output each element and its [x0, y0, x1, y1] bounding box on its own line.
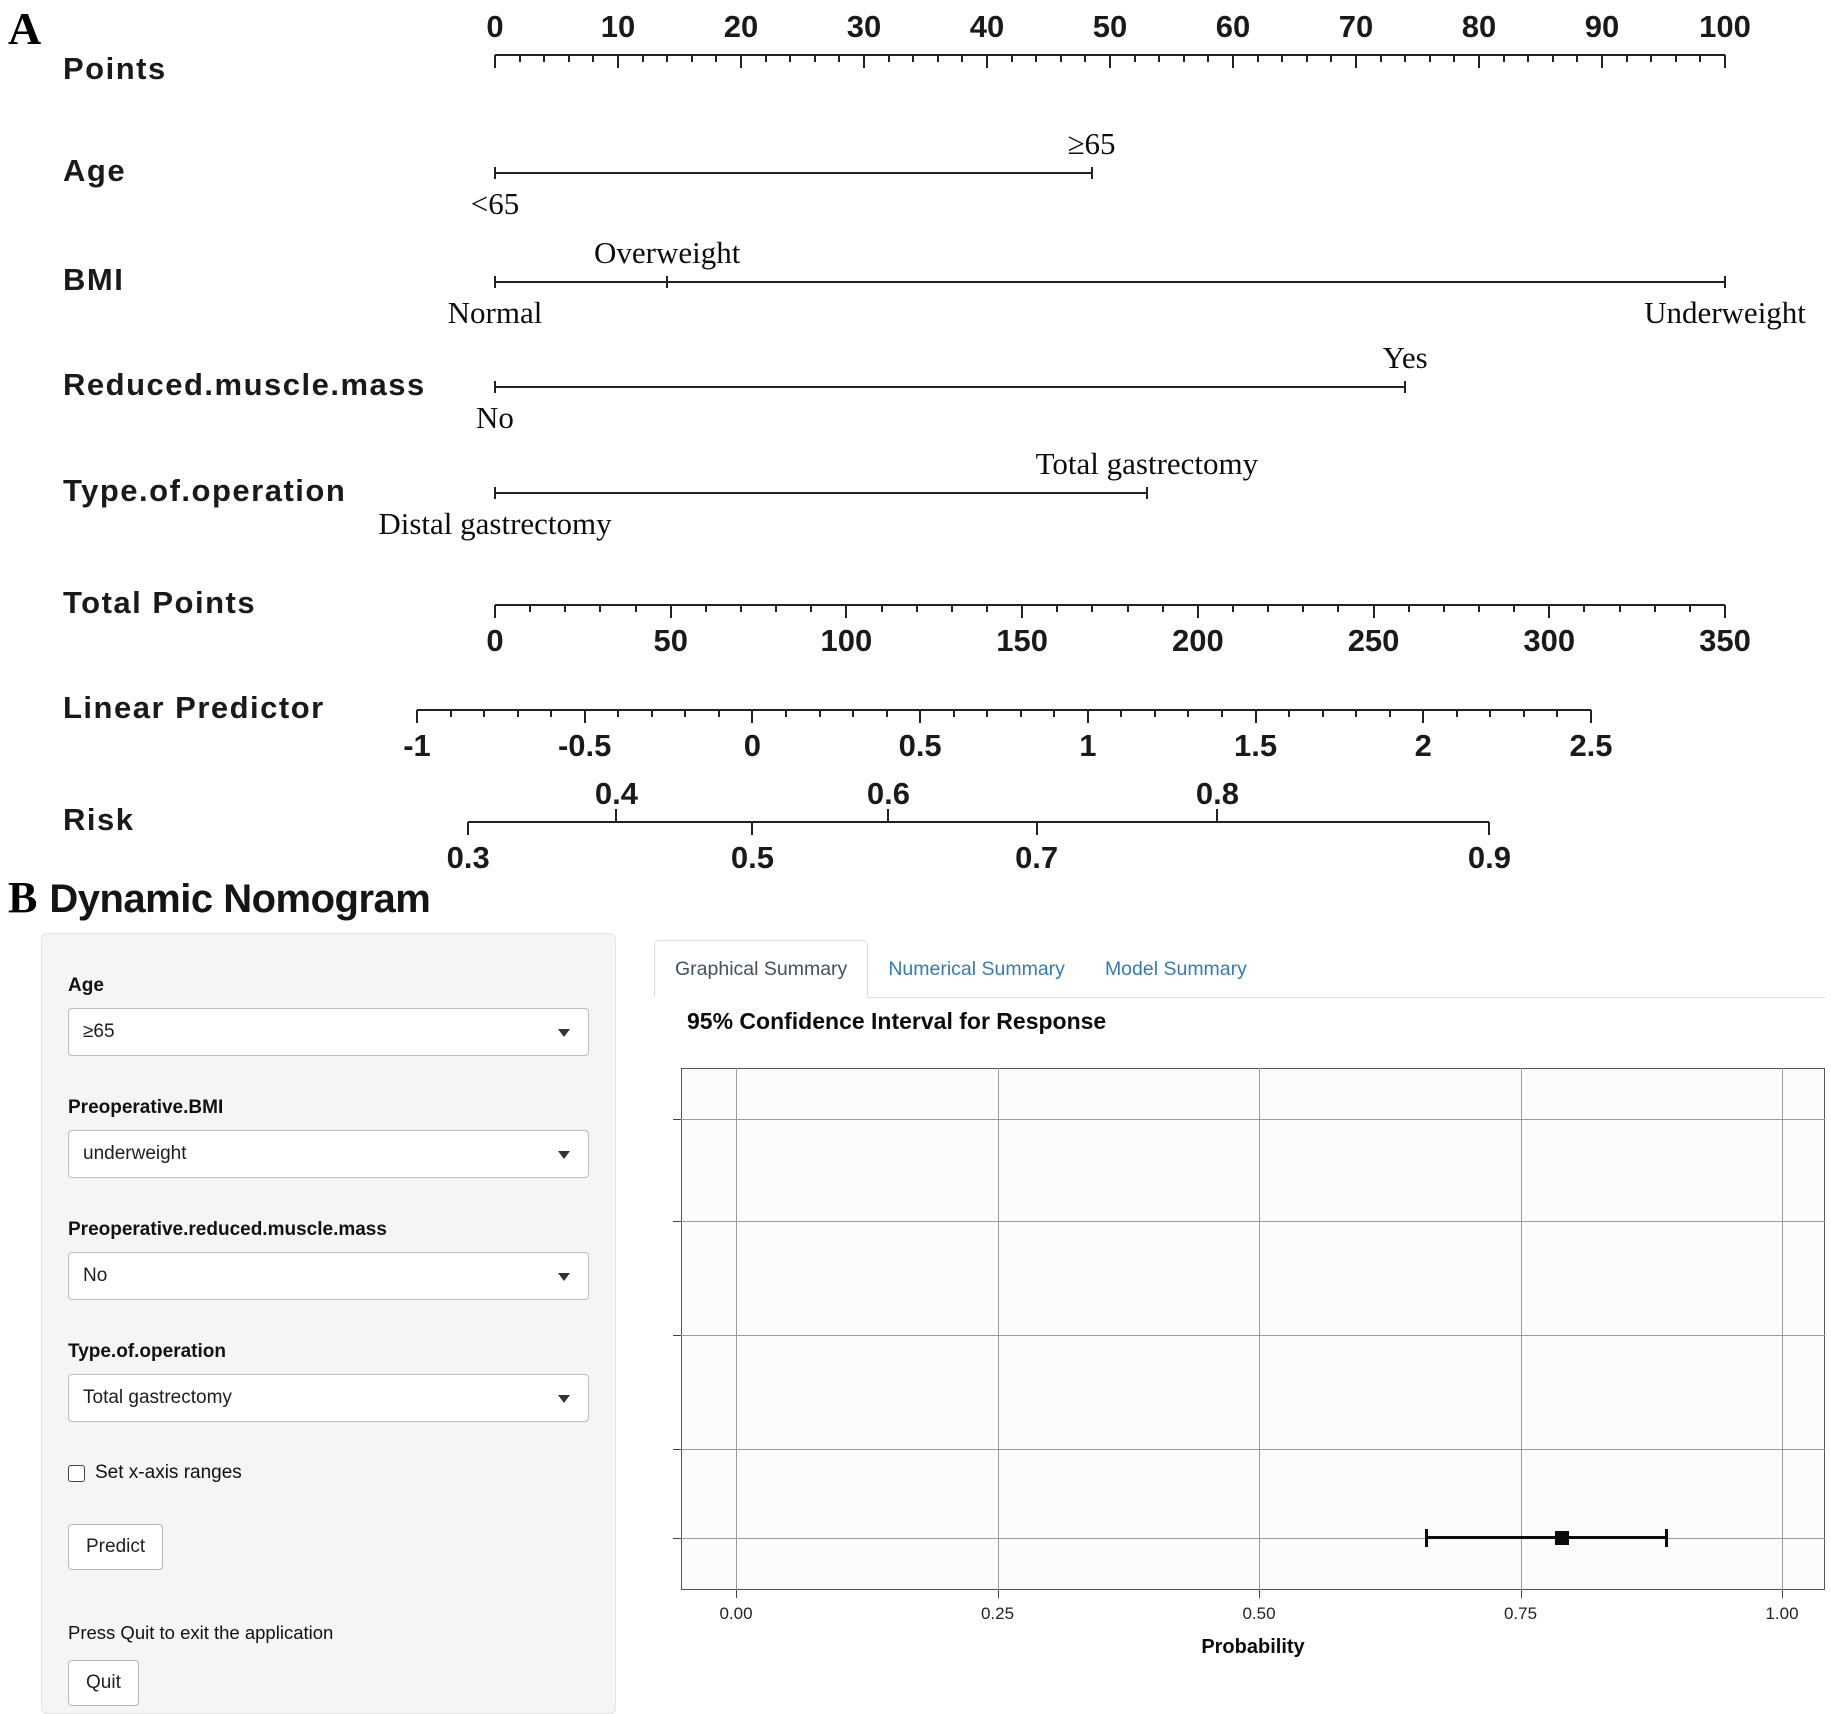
- nomogram-tick-label: 0.3: [446, 840, 490, 875]
- reduced-muscle-mass-label: Preoperative.reduced.muscle.mass: [68, 1219, 387, 1240]
- type-of-operation-select-value: Total gastrectomy: [83, 1387, 232, 1408]
- nomogram-tick-label: 150: [996, 623, 1048, 658]
- panel-b-label: B: [8, 873, 38, 922]
- nomogram-category-label: ≥65: [1067, 126, 1116, 161]
- set-x-axis-ranges-label: Set x-axis ranges: [95, 1462, 242, 1483]
- x-axis-tick: [736, 1590, 737, 1598]
- nomogram-tick-label: 100: [820, 623, 873, 658]
- gridline-vertical: [1259, 1068, 1260, 1590]
- x-tick-label: 0.75: [1503, 1604, 1538, 1623]
- plot-area: [681, 1068, 1825, 1590]
- ci-cap: [1665, 1529, 1668, 1547]
- ci-plot-title: 95% Confidence Interval for Response: [687, 1008, 1107, 1034]
- nomogram-tick-label: 200: [1171, 623, 1224, 658]
- preoperative-bmi-label: Preoperative.BMI: [68, 1097, 224, 1118]
- nomogram-tick-label: 90: [1584, 9, 1620, 44]
- ci-line: [1426, 1536, 1667, 1539]
- gridline-horizontal: [681, 1335, 1825, 1336]
- y-axis-tick: [673, 1335, 681, 1336]
- nomogram-tick-label: 250: [1347, 623, 1400, 658]
- nomogram-tick-label: 0.5: [730, 840, 774, 875]
- panel-a-label: A: [8, 3, 42, 54]
- nomogram-tick-label: 50: [1092, 9, 1128, 44]
- x-axis-title: Probability: [1201, 1636, 1305, 1658]
- nomogram-tick-label: 0: [486, 9, 504, 44]
- x-tick-label: 0.00: [719, 1604, 753, 1623]
- predict-button[interactable]: Predict: [68, 1524, 163, 1570]
- gridline-horizontal: [681, 1449, 1825, 1450]
- age-label: Age: [68, 975, 104, 996]
- y-axis-tick: [673, 1538, 681, 1539]
- x-axis-tick: [998, 1590, 999, 1598]
- y-axis-tick: [673, 1221, 681, 1222]
- nomogram-tick-label: 350: [1699, 623, 1751, 658]
- y-axis-tick: [673, 1449, 681, 1450]
- x-axis-tick: [1782, 1590, 1783, 1598]
- nomogram-tick-label: 1.5: [1234, 728, 1278, 763]
- x-axis-tick: [1259, 1590, 1260, 1598]
- preoperative-bmi-select-value: underweight: [83, 1143, 187, 1164]
- nomogram-category-label: Distal gastrectomy: [378, 506, 612, 541]
- quit-button[interactable]: Quit: [68, 1660, 139, 1706]
- x-axis-tick: [1521, 1590, 1522, 1598]
- nomogram-row-label: Points: [63, 51, 167, 86]
- gridline-vertical: [1521, 1068, 1522, 1590]
- nomogram-category-label: Yes: [1382, 340, 1428, 375]
- gridline-vertical: [998, 1068, 999, 1590]
- nomogram-category-label: Underweight: [1644, 295, 1806, 330]
- tab-model-summary[interactable]: Model Summary: [1104, 958, 1247, 980]
- nomogram-tick-label: 0.8: [1195, 776, 1239, 811]
- nomogram-tick-label: 20: [723, 9, 759, 44]
- nomogram-tick-label: 2.5: [1569, 728, 1613, 763]
- nomogram-row-label: Linear Predictor: [63, 690, 325, 725]
- nomogram-tick-label: 0: [486, 623, 504, 658]
- reduced-muscle-mass-select-value: No: [83, 1265, 108, 1286]
- gridline-vertical: [736, 1068, 737, 1590]
- nomogram-row-label: BMI: [63, 262, 125, 297]
- nomogram-tick-label: 70: [1338, 9, 1374, 44]
- gridline-horizontal: [681, 1221, 1825, 1222]
- gridline-horizontal: [681, 1119, 1825, 1120]
- nomogram-tick-label: 50: [653, 623, 688, 658]
- nomogram-row-label: Reduced.muscle.mass: [63, 367, 426, 402]
- nomogram-tick-label: 0.5: [898, 728, 942, 763]
- nomogram-category-label: Overweight: [594, 235, 741, 270]
- nomogram-tick-label: 0.9: [1467, 840, 1511, 875]
- nomogram-row-label: Age: [63, 153, 127, 188]
- x-tick-label: 0.25: [980, 1604, 1015, 1623]
- nomogram-tick-label: 10: [600, 9, 636, 44]
- age-select-value: ≥65: [83, 1021, 115, 1042]
- nomogram-tick-label: 40: [969, 9, 1005, 44]
- nomogram-tick-label: 30: [846, 9, 882, 44]
- tab-graphical-summary[interactable]: Graphical Summary: [654, 940, 868, 998]
- nomogram-category-label: No: [476, 400, 514, 435]
- quit-help-text: Press Quit to exit the application: [68, 1622, 334, 1643]
- nomogram-row-label: Total Points: [63, 585, 257, 620]
- nomogram-tick-label: 0.4: [594, 776, 638, 811]
- x-tick-label: 1.00: [1765, 1604, 1799, 1623]
- nomogram-tick-label: 0.7: [1015, 840, 1059, 875]
- nomogram-tick-label: 60: [1215, 9, 1251, 44]
- ci-point-estimate: [1555, 1531, 1569, 1545]
- nomogram-tick-label: 0.6: [866, 776, 910, 811]
- ci-cap: [1425, 1529, 1428, 1547]
- nomogram-tick-label: 100: [1699, 9, 1751, 44]
- nomogram-tick-label: 2: [1414, 728, 1432, 763]
- nomogram-tick-label: 1: [1079, 728, 1097, 763]
- y-axis-tick: [673, 1119, 681, 1120]
- nomogram-row-label: Type.of.operation: [63, 473, 347, 508]
- nomogram-tick-label: -0.5: [557, 728, 612, 763]
- gridline-vertical: [1782, 1068, 1783, 1590]
- nomogram-tick-label: 300: [1523, 623, 1576, 658]
- tab-numerical-summary[interactable]: Numerical Summary: [888, 958, 1065, 980]
- nomogram-category-label: Total gastrectomy: [1035, 446, 1259, 481]
- nomogram-tick-label: 80: [1461, 9, 1497, 44]
- nomogram-category-label: <65: [470, 186, 520, 221]
- nomogram-category-label: Normal: [447, 295, 543, 330]
- nomogram-row-label: Risk: [63, 802, 135, 837]
- x-tick-label: 0.50: [1242, 1604, 1276, 1623]
- panel-b-title: Dynamic Nomogram: [49, 877, 431, 921]
- nomogram-tick-label: -1: [403, 728, 431, 763]
- type-of-operation-label: Type.of.operation: [68, 1341, 226, 1362]
- nomogram-tick-label: 0: [743, 728, 762, 763]
